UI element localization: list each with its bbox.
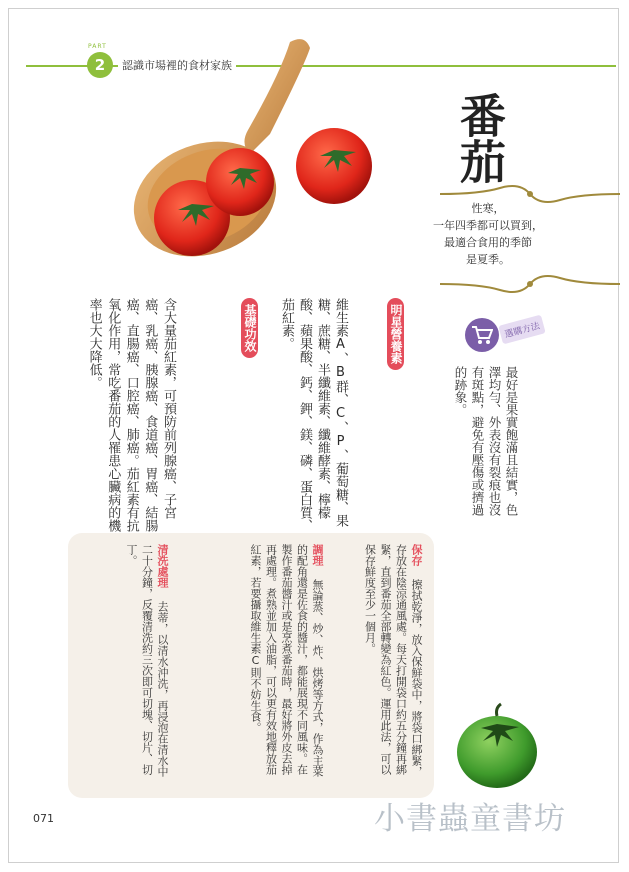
cooking-label: 調理 [311, 544, 324, 566]
watermark-logo: 小書蟲童書坊 [374, 801, 566, 837]
green-tomato-image [452, 702, 542, 792]
cleaning-section [74, 544, 170, 784]
season-line-4: 是夏季。 [466, 253, 510, 266]
benefits-text: 含大量茄紅素，可預防前列腺癌、子宮癌、乳癌、胰腺癌、食道癌、胃癌、結腸癌、直腸癌、口腔癌、肺癌。茄紅素有抗氧化作用，常吃番茄的人罹患心臟病的機率也大大降低。 [86, 298, 176, 532]
page-number: 071 [33, 812, 54, 825]
benefits-label: 基礎功效 [241, 298, 258, 358]
storage-text: 擦拭乾淨，放入保鮮袋中，將袋口綁緊，存放在陰涼通風處。每天打開袋口約五分鐘再綁緊，直到番茄全部轉變為紅色。運用此法，可以保存鮮度至少一個月。 [363, 544, 423, 777]
season-line-3: 最適合食用的季節 [444, 236, 532, 249]
cleaning-text: 去蒂，以清水沖洗，再浸泡在清水中二十分鐘，反覆清洗約三次即可切塊、切片、切丁。 [125, 544, 169, 777]
season-line-2: 一年四季都可以買到， [433, 219, 543, 232]
buying-tip-tag: 選購方法 [498, 315, 545, 345]
season-text [428, 200, 548, 268]
ornament-bottom [440, 272, 620, 296]
storage-section [330, 544, 424, 784]
shopping-cart-icon [465, 318, 499, 352]
cleaning-label: 清洗處理 [156, 544, 169, 588]
cooking-text: 無論蒸、炒、炸、烘烤等方式，作為主菜的配角還是佐食的醬汁，都能展現不同風味。在製作番茄醬汁或是烹煮番茄時，最好將外皮去掉再處理。煮熟並加入油脂，可以更有效地釋放茄紅素，若要攝取維生素C則不妨生食。 [249, 544, 324, 777]
storage-label: 保存 [410, 544, 423, 566]
season-line-1: 性寒， [471, 202, 505, 215]
page-title: 番茄 [453, 92, 507, 184]
nutrients-text: 維生素A、B群、C、P、葡萄糖、果糖、蔗糖、半纖維素、纖維酵素、檸檬酸、蘋果酸、鈣、鉀、鎂、磷、蛋白質、茄紅素。 [279, 298, 348, 532]
nutrients-label: 明星營養素 [387, 298, 404, 370]
chapter-title: 認識市場裡的食材家族 [118, 57, 236, 73]
buying-tip-text: 最好是果實飽滿且結實，色澤均勻、外表沒有裂痕也沒有斑點，避免有壓傷或擠過的跡象。 [453, 366, 519, 516]
part-word: PART [88, 43, 107, 50]
cooking-section [180, 544, 325, 784]
part-badge: 2 [87, 52, 113, 78]
tomatoes-spoon-image [130, 34, 380, 264]
